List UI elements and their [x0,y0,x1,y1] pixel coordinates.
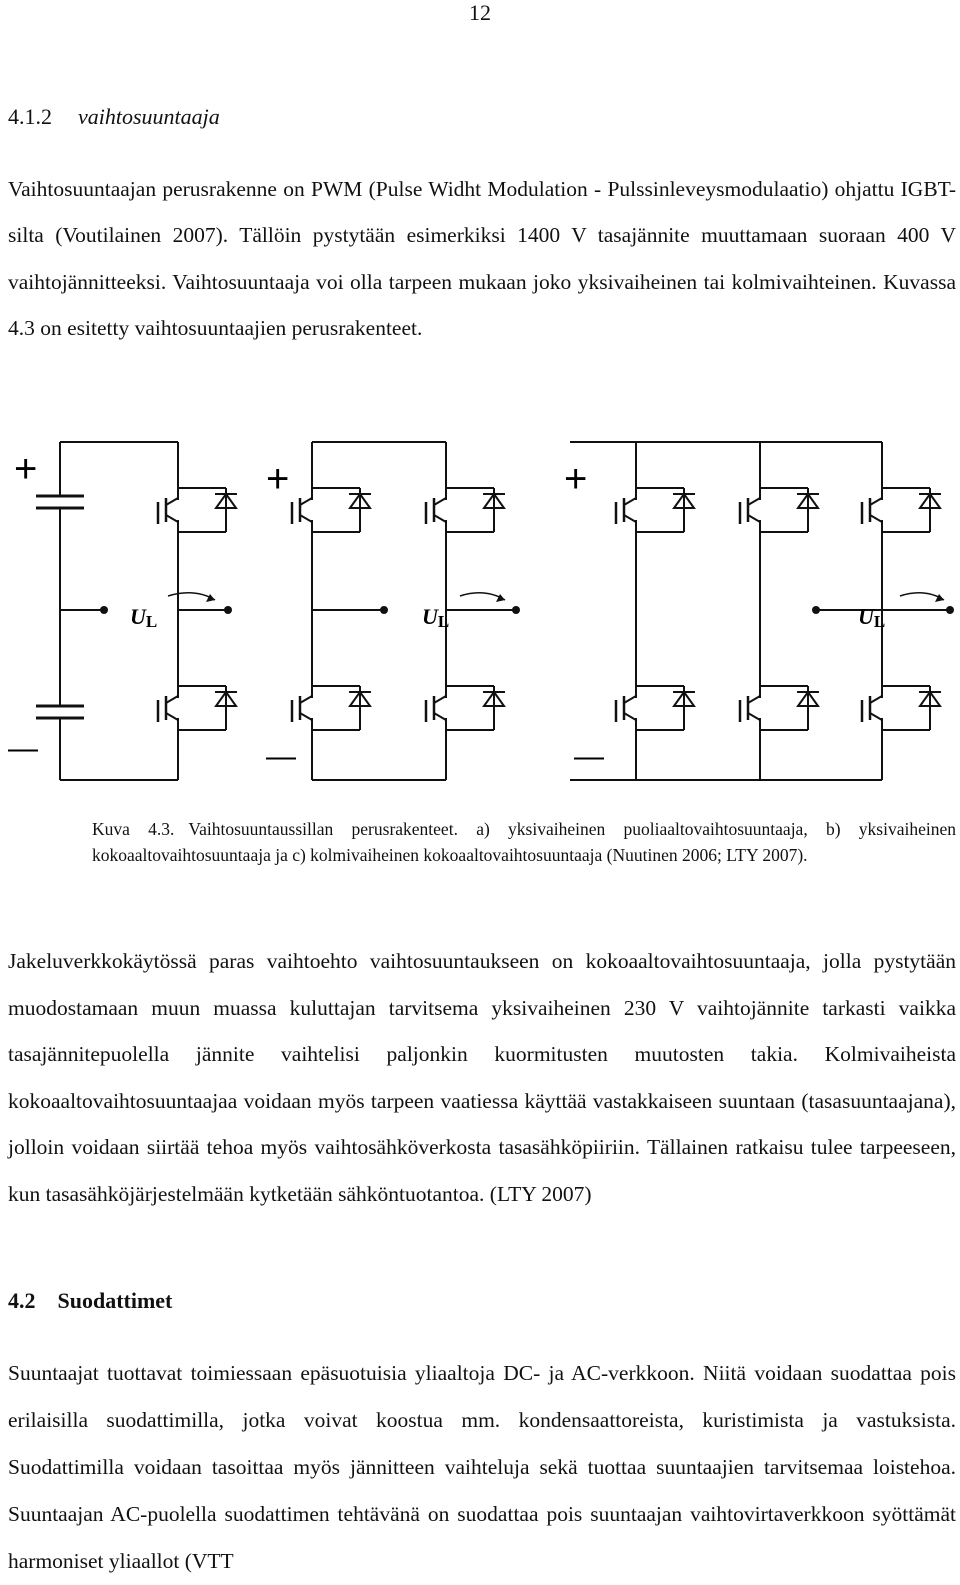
terminal-dot [224,606,232,614]
terminal-dot [380,606,388,614]
terminal-dot [946,606,954,614]
section-number: 4.1.2 [8,104,52,129]
ul-label: UL [130,604,158,631]
subsection-number: 4.2 [8,1288,36,1313]
terminal-dot [512,606,520,614]
plus-sign: + [14,447,38,491]
plus-sign: + [564,457,588,501]
section-title: vaihtosuuntaaja [78,104,220,129]
subsection-heading [8,1288,172,1314]
caption-label: Kuva 4.3. [92,819,175,839]
paragraph-intro: Vaihtosuuntaajan perusrakenne on PWM (Pulse Widht Modulation - Pulssinleveysmodulaatio) ohjattu IGBT-silta (Voutilainen 2007). Tällöin pystytään esimerkiksi 1400 V tasajännite muuttamaan suoraan 400 V vaihtojännitteeksi. Vaihtosuuntaaja voi olla tarpeen mukaan joko yksivaiheinen tai kolmivaihteinen. Kuvassa 4.3 on esitetty vaihtosuuntaajien perusrakenteet. [8,177,956,341]
ul-label: UL [422,604,450,631]
inverter-bridge-figure [0,436,960,788]
paragraph-filters: Suuntaajat tuottavat toimiessaan epäsuotuisia yliaaltoja DC- ja AC-verkkoon. Niitä voidaan suodattaa pois erilaisilla suodattimilla, jotka voivat koostua mm. kondensaattoreista, kuristimista ja vastuksista. Suodattimilla voidaan tasoittaa myös jännitteen vaihteluja sekä tuottaa suuntaajien tarvitsemaa loistehoa. Suuntaajan AC-puolella suodattimen tehtävänä on suodattaa pois suuntaajan vaihtovirtaverkkoon syöttämät harmoniset yliaallot (VTT [8,1361,956,1573]
section-heading [8,104,220,130]
page-number: 12 [469,0,491,25]
subsection-title: Suodattimet [57,1288,173,1313]
terminal-dot [100,606,108,614]
ul-label: UL [858,604,886,631]
minus-sign: — [574,740,604,773]
terminal-dot [812,606,820,614]
paragraph-grid-use: Jakeluverkkokäytössä paras vaihtoehto vaihtosuuntaukseen on kokoaaltovaihtosuuntaaja, jolla pystytään muodostamaan muun muassa kuluttajan tarvitsema yksivaiheinen 230 V vaihtojännite tarkasti vaikka tasajännitepuolella jännite vaihtelisi paljonkin kuormitusten muutosten takia. Kolmivaiheista kokoaaltovaihtosuuntaajaa voidaan myös tarpeen vaatiessa käyttää vastakkaiseen suuntaan (tasasuuntaajana), jolloin voidaan siirtää tehoa myös vaihtosähköverkosta tasasähköpiiriin. Tällainen ratkaisu tulee tarpeeseen, kun tasasähköjärjestelmään kytketään sähköntuotantoa. (LTY 2007) [8,949,956,1206]
plus-sign: + [266,457,290,501]
caption-text: Vaihtosuuntaussillan perusrakenteet. a) yksivaiheinen puoliaaltovaihtosuuntaaja, b) yksivaiheinen kokoaaltovaihtosuuntaaja ja c) kolmivaiheinen kokoaaltovaihtosuuntaaja (Nuutinen 2006; LTY 2007). [92,819,956,865]
minus-sign: — [266,740,296,773]
figure-caption [92,816,956,868]
minus-sign: — [8,732,38,765]
